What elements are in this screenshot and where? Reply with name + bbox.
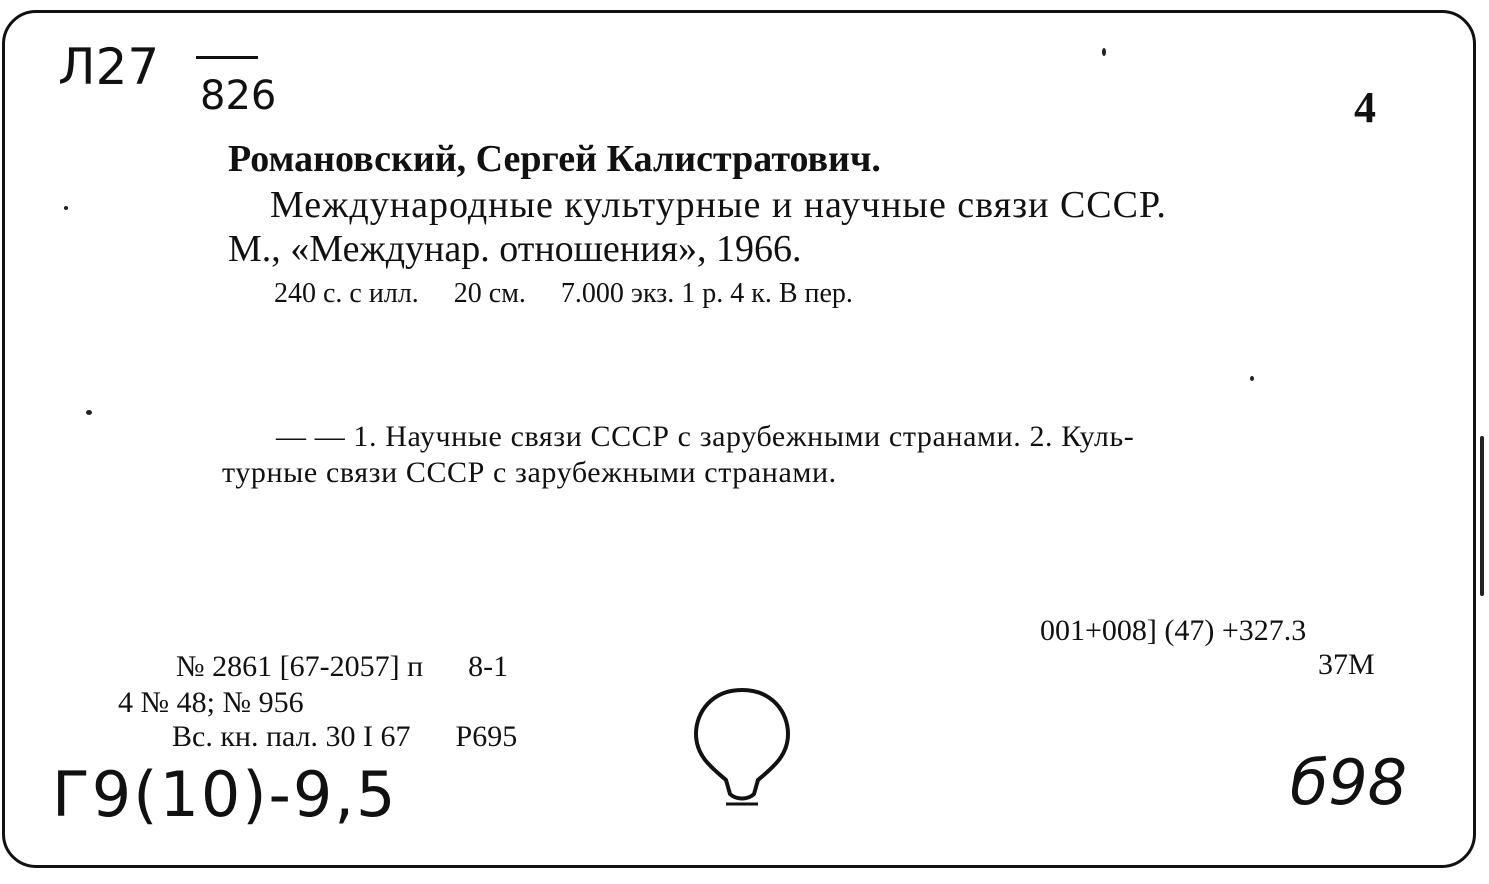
handwritten-classification: Г9(10)-9,5 — [52, 758, 398, 831]
author-heading: Романовский, Сергей Калистратович. — [228, 138, 881, 180]
scan-speck — [1250, 376, 1254, 381]
author-sign: 37М — [1318, 648, 1375, 681]
punch-hole-icon — [686, 684, 798, 812]
printing-info-line-2: 4 № 48; № 956 — [118, 686, 304, 719]
scan-speck — [86, 410, 92, 415]
subjects-line-2: турные связи СССР с зарубежными странами. — [222, 456, 837, 489]
card-number: 4 — [1354, 83, 1376, 132]
title-line-2: М., «Междунар. отношения», 1966. — [228, 228, 802, 270]
printing-info-line-1: № 2861 [67-2057] п 8-1 — [176, 650, 509, 683]
scan-speck — [1102, 48, 1106, 56]
scan-speck — [1480, 436, 1484, 596]
subjects-line-1: — — 1. Научные связи СССР с зарубежными странами. 2. Куль- — [276, 420, 1135, 453]
handwritten-overline — [196, 56, 258, 59]
scan-speck — [64, 206, 68, 210]
classification-index: 001+008] (47) +327.3 — [1040, 614, 1307, 647]
collation-line: 240 с. с илл. 20 см. 7.000 экз. 1 р. 4 к. В пер. — [274, 278, 853, 309]
handwritten-code: б98 — [1290, 746, 1408, 819]
handwritten-shelf-mark: Л27 — [58, 38, 160, 96]
title-line-1: Международные культурные и научные связи СССР. — [270, 184, 1167, 226]
printing-info-line-3: Вс. кн. пал. 30 I 67 Р695 — [172, 720, 518, 753]
handwritten-shelf-number: 826 — [200, 73, 277, 119]
